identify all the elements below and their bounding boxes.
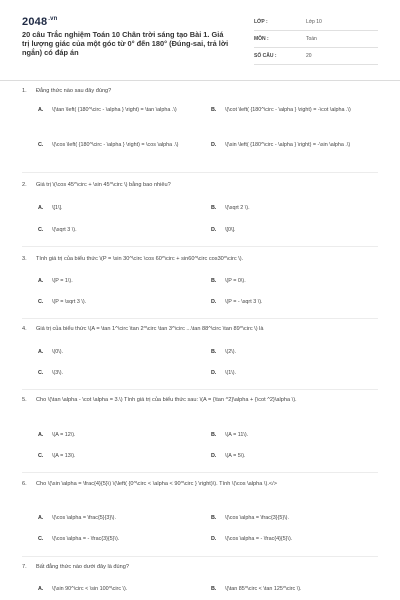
option-text: \(\cos \alpha = \frac{5}{3}\). [52, 515, 116, 521]
option-text: \(A = 5\). [225, 453, 246, 459]
option-letter: D. [211, 370, 217, 376]
option-letter: C. [38, 370, 44, 376]
brand-suffix: .vn [48, 16, 58, 22]
meta-row-subject [254, 33, 378, 48]
option-text: \(\sqrt 2 \). [225, 205, 250, 211]
option-letter: D. [211, 299, 217, 305]
option-text: \(\cos \alpha = \frac{3}{5}\). [225, 515, 289, 521]
option-letter: D. [211, 453, 217, 459]
question-number: 3. [22, 256, 27, 262]
option-text: \(\sin \left( {180^\circ - \alpha } \right) = -\sin \alpha .\) [225, 142, 351, 148]
meta-key: SỐ CÂU : [254, 53, 277, 59]
option-letter: A. [38, 515, 44, 521]
option-text: \(P = \sqrt 3 \). [52, 299, 87, 305]
option-text: \(1\). [225, 370, 237, 376]
meta-key: MÔN : [254, 36, 269, 42]
question-divider [22, 556, 378, 557]
option-text: \(\sin 90^\circ < \sin 100^\circ \). [52, 586, 128, 592]
option-text: \(\cos \alpha = - \frac{4}{5}\). [225, 536, 293, 542]
question-stem: Đẳng thức nào sau đây đúng? [36, 88, 112, 94]
header [22, 16, 378, 76]
question-stem: Cho \(\sin \alpha = \frac{4}{5}\) \(\left( {0^\circ < \alpha < 90^\circ } \right)\). Tính \(\cos \alpha \).</> [36, 481, 277, 487]
brand-logo[interactable] [22, 16, 58, 28]
option-text: \(0\). [52, 349, 64, 355]
question-divider [22, 472, 378, 473]
meta-row-class [254, 16, 378, 31]
page-title: 20 câu Trắc nghiệm Toán 10 Chân trời sáng tạo Bài 1. Giá trị lượng giác của một góc từ 0° đến 180° (Đúng-sai, trả lời ngắn) có đáp án [22, 30, 229, 57]
option-letter: B. [211, 349, 217, 355]
meta-value: Toán [306, 36, 317, 42]
option-text: \(2\). [225, 349, 237, 355]
meta-value: 20 [306, 53, 312, 59]
option-text: \(P = 0\). [225, 278, 246, 284]
question-stem: Giá trị của biểu thức \(A = \tan 1^\circ \tan 2^\circ \tan 3^\circ ...\tan 88^\circ \tan 89^\circ \) là [36, 326, 264, 332]
option-text: \(A = 11\). [225, 432, 249, 438]
option-text: \(3\). [52, 370, 64, 376]
option-text: \[0\]. [225, 227, 236, 233]
option-text: \(\sqrt 3 \). [52, 227, 77, 233]
question-stem: Giá trị \(\cos 45^\circ + \sin 45^\circ \) bằng bao nhiêu? [36, 182, 171, 188]
question-divider [22, 318, 378, 319]
option-letter: B. [211, 432, 217, 438]
option-letter: D. [211, 536, 217, 542]
option-text: \(\tan \left( {180^\circ - \alpha } \right) = \tan \alpha .\) [52, 107, 177, 113]
option-letter: B. [211, 278, 217, 284]
question-number: 6. [22, 481, 27, 487]
option-letter: A. [38, 432, 44, 438]
option-letter: C. [38, 536, 44, 542]
question-stem: Bất đẳng thức nào dưới đây là đúng? [36, 564, 129, 570]
question-number: 5. [22, 397, 27, 403]
option-letter: C. [38, 227, 44, 233]
meta-key: LỚP : [254, 19, 268, 25]
option-text: \(P = - \sqrt 3 \). [225, 299, 263, 305]
question-number: 4. [22, 326, 27, 332]
question-stem: Tính giá trị của biểu thức \(P = \sin 30^\circ \cos 60^\circ + sin60^\circ cos30^\circ \). [36, 256, 244, 262]
option-text: \(P = 1\). [52, 278, 73, 284]
question-divider [22, 389, 378, 390]
option-letter: B. [211, 107, 217, 113]
option-text: \(\cos \left( {180^\circ - \alpha } \right) = \cos \alpha .\) [52, 142, 179, 148]
header-divider [0, 80, 400, 81]
meta-row-count [254, 50, 378, 65]
question-number: 1. [22, 88, 27, 94]
option-letter: D. [211, 142, 217, 148]
option-letter: A. [38, 586, 44, 592]
option-text: \(\cos \alpha = - \frac{3}{5}\). [52, 536, 120, 542]
option-letter: B. [211, 586, 217, 592]
option-letter: B. [211, 515, 217, 521]
option-letter: A. [38, 205, 44, 211]
option-text: \(A = 12\). [52, 432, 76, 438]
option-letter: C. [38, 453, 44, 459]
question-number: 7. [22, 564, 27, 570]
question-stem: Cho \(\tan \alpha - \cot \alpha = 3.\) Tính giá trị của biểu thức sau: \(A = {\tan ^2}\alpha + {\cot ^2}\alpha \). [36, 397, 297, 403]
question-divider [22, 246, 378, 247]
question-number: 2. [22, 182, 27, 188]
question-divider [22, 172, 378, 173]
option-text: \(A = 13\). [52, 453, 76, 459]
option-letter: B. [211, 205, 217, 211]
brand-text: 2048 [22, 16, 48, 28]
option-text: \(\tan 85^\circ < \tan 125^\circ \). [225, 586, 302, 592]
option-letter: D. [211, 227, 217, 233]
meta-panel [254, 16, 378, 67]
meta-value: Lớp 10 [306, 19, 322, 25]
option-letter: A. [38, 278, 44, 284]
option-letter: C. [38, 142, 44, 148]
option-letter: A. [38, 107, 44, 113]
option-text: \[1\]. [52, 205, 63, 211]
option-letter: A. [38, 349, 44, 355]
option-text: \(\cot \left( {180^\circ - \alpha } \right) = -\cot \alpha .\) [225, 107, 351, 113]
option-letter: C. [38, 299, 44, 305]
